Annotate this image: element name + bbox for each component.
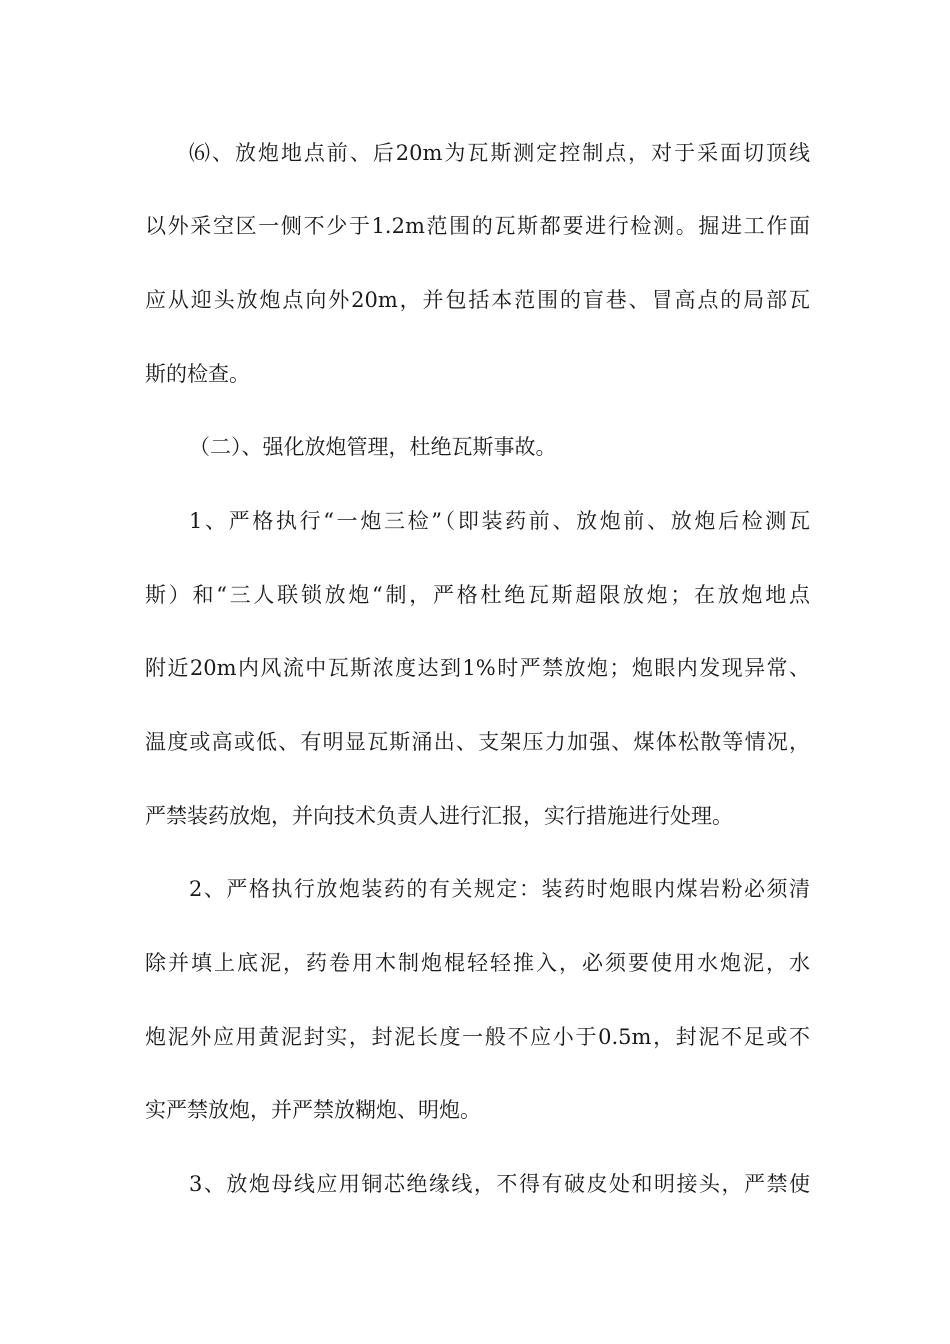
- text-line-7: 斯）和“三人联锁放炮“制，严格杜绝瓦斯超限放炮；在放炮地点: [145, 583, 810, 607]
- text-line-9: 温度或高或低、有明显瓦斯涌出、支架压力加强、煤体松散等情况，: [145, 730, 810, 754]
- text-line-10: 严禁装药放炮，并向技术负责人进行汇报，实行措施进行处理。: [145, 804, 733, 828]
- text-line-15: 3、放炮母线应用铜芯绝缘线，不得有破皮处和明接头，严禁使: [189, 1172, 810, 1196]
- text-line-1: ⑹、放炮地点前、后20m为瓦斯测定控制点，对于采面切顶线: [189, 141, 810, 165]
- text-line-6: 1、严格执行“一炮三检”（即装药前、放炮前、放炮后检测瓦: [189, 509, 810, 533]
- text-line-4: 斯的检查。: [145, 362, 250, 386]
- text-line-13: 炮泥外应用黄泥封实，封泥长度一般不应小于0.5m，封泥不足或不: [145, 1025, 810, 1049]
- text-line-14: 实严禁放炮，并严禁放糊炮、明炮。: [145, 1098, 481, 1122]
- text-line-11: 2、严格执行放炮装药的有关规定：装药时炮眼内煤岩粉必须清: [189, 877, 810, 901]
- text-line-8: 附近20m内风流中瓦斯浓度达到1%时严禁放炮；炮眼内发现异常、: [145, 656, 810, 680]
- text-line-12: 除并填上底泥，药卷用木制炮棍轻轻推入，必须要使用水炮泥，水: [145, 951, 810, 975]
- text-line-2: 以外采空区一侧不少于1.2m范围的瓦斯都要进行检测。掘进工作面: [145, 214, 810, 238]
- section-heading: （二）、强化放炮管理，杜绝瓦斯事故。: [189, 435, 557, 459]
- text-line-3: 应从迎头放炮点向外20m，并包括本范围的盲巷、冒高点的局部瓦: [145, 288, 810, 312]
